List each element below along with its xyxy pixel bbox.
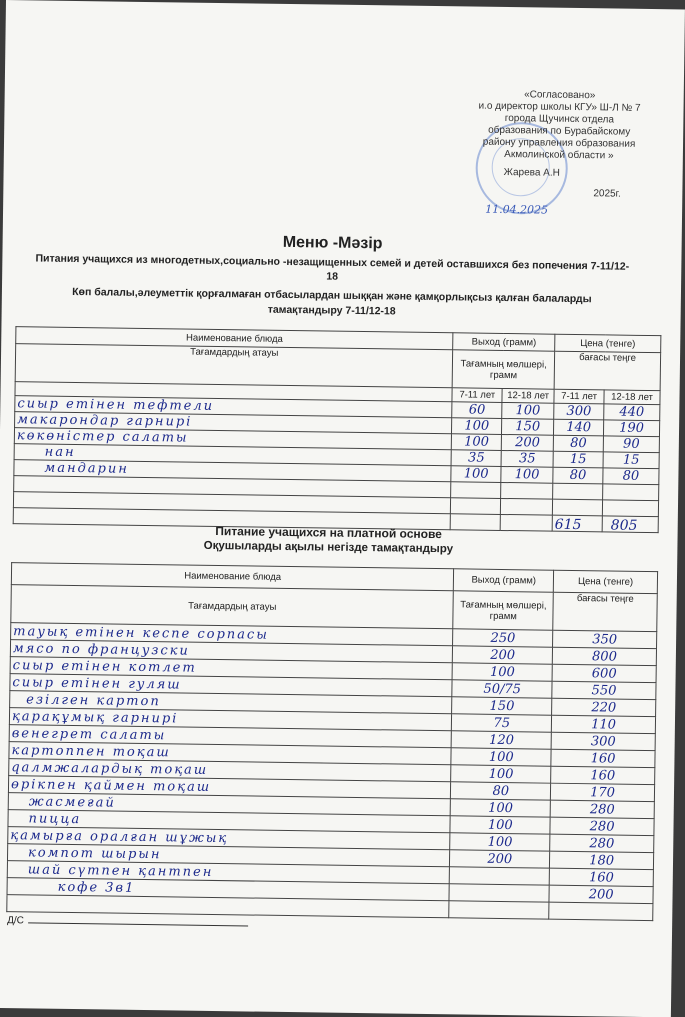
handwritten-date: 11.04.2025 [485, 202, 549, 217]
price: 280 [550, 800, 654, 818]
dish-name: венегрет салаты [9, 725, 452, 748]
price: 350 [553, 630, 657, 648]
age-7-11: 7-11 лет [452, 388, 502, 403]
output-grams: 100 [450, 833, 550, 851]
dish-name: мясо по французски [10, 640, 453, 663]
dish-name: картоппен тоқаш [9, 742, 452, 765]
price: 550 [552, 681, 656, 699]
dish-name: макарондар гарнирі [15, 412, 452, 434]
ds-label: Д/С [7, 915, 25, 927]
subtitle-ru: Питания учащихся из многодетных,социально -незащищенных семей и детей оставшихся без попечения 7-11/12-18 [35, 252, 630, 283]
price: 180 [550, 851, 654, 869]
output-grams: 200 [450, 850, 550, 868]
price: 160 [551, 749, 655, 767]
dish-name: сиыр етінен гуляш [10, 674, 453, 697]
approval-line: образования по Бурабайскому [488, 124, 631, 138]
dish-name: езілген картоп [10, 691, 453, 714]
output-grams: 100 [452, 663, 552, 681]
dish-name: пицца [8, 810, 451, 833]
paid-meals-table [6, 562, 658, 921]
price-12-18: 190 [604, 420, 660, 437]
header-output-ru: Выход (грамм) [454, 569, 554, 592]
approval-year: 2025г. [593, 188, 621, 200]
price-7-11: 15 [553, 451, 603, 468]
dish-name: qалмжалардық тоқаш [9, 759, 452, 782]
dish-name: көкөністер салаты [14, 428, 451, 450]
price: 280 [550, 834, 654, 852]
output-7-11: 100 [452, 434, 502, 451]
dish-name: сиыр етінен тефтели [15, 396, 452, 418]
price: 600 [552, 664, 656, 682]
price: 300 [551, 732, 655, 750]
approval-block [443, 88, 675, 201]
dish-name: компот шырын [7, 844, 450, 867]
price-7-11: 80 [553, 467, 603, 484]
output-grams [449, 884, 549, 902]
output-12-18: 150 [502, 418, 554, 435]
header-output-kz: Тағамның мөлшері, грамм [452, 350, 554, 389]
header-name-kz: Тағамдардың атауы [11, 585, 454, 629]
paid-title-ru: Питание учащихся на платной основе [215, 523, 443, 542]
price-12-18: 15 [603, 452, 659, 469]
price: 170 [551, 783, 655, 801]
output-7-11: 60 [452, 402, 502, 419]
price: 800 [552, 647, 656, 665]
paid-title-kz: Оқушыларды ақылы негізде тамақтандыру [203, 539, 454, 556]
approval-line: города Щучинск отдела [504, 112, 615, 126]
output-grams: 100 [451, 799, 551, 817]
approval-line: и.о директор школы КГУ» Ш-Л № 7 [478, 100, 641, 114]
price [549, 902, 653, 920]
output-grams: 100 [450, 816, 550, 834]
price-12-18: 80 [603, 468, 659, 485]
price: 160 [549, 868, 653, 886]
output-grams: 250 [453, 629, 553, 647]
ds-signature-line [28, 922, 248, 926]
approval-line: Акмолинской области » [504, 148, 614, 162]
age-12-18: 12-18 лет [502, 388, 554, 403]
price: 160 [551, 766, 655, 784]
menu-title: Меню -Мәзір [282, 233, 383, 253]
output-grams: 100 [451, 765, 551, 783]
approval-signature: Жарева А.Н [503, 166, 560, 179]
dish-name: қамырға оралған шұжық [8, 827, 451, 850]
price-7-11: 140 [554, 419, 604, 436]
free-meals-table [13, 326, 662, 533]
dish-name: шай сүтпен қантпен [7, 861, 450, 884]
output-12-18: 200 [501, 434, 553, 451]
header-name-kz: Тағамдардың атауы [15, 344, 453, 388]
dish-name: нан [14, 444, 451, 466]
dish-name: кофе 3в1 [7, 878, 450, 901]
age-12-18: 12-18 лет [604, 390, 660, 405]
output-12-18: 35 [501, 450, 553, 467]
output-grams: 80 [451, 782, 551, 800]
output-grams: 50/75 [452, 680, 552, 698]
output-7-11: 100 [452, 418, 502, 435]
output-7-11: 100 [451, 466, 501, 483]
approval-line: району управления образования [482, 136, 636, 150]
header-name-ru: Наименование блюда [11, 563, 454, 591]
footer-ds [7, 915, 248, 929]
header-price-ru: Цена (тенге) [554, 570, 658, 593]
price: 200 [549, 885, 653, 903]
output-grams: 120 [451, 731, 551, 749]
price: 110 [552, 715, 656, 733]
age-7-11: 7-11 лет [554, 389, 604, 404]
approval-line: «Согласовано» [524, 89, 596, 102]
price-12-18: 90 [603, 436, 659, 453]
price: 280 [550, 817, 654, 835]
output-7-11: 35 [451, 450, 501, 467]
output-grams: 150 [452, 697, 552, 715]
price-7-11: 80 [553, 435, 603, 452]
header-output-kz: Тағамның мөлшері, грамм [453, 591, 553, 630]
price-7-11: 300 [554, 403, 604, 420]
total-7-11: 615 [554, 516, 582, 534]
header-output-ru: Выход (грамм) [453, 333, 555, 351]
header-price-kz: бағасы теңге [553, 592, 657, 631]
header-name-ru: Наименование блюда [16, 327, 453, 350]
output-grams [450, 867, 550, 885]
dish-name: сиыр етінен котлет [10, 657, 453, 680]
output-12-18: 100 [502, 402, 554, 419]
header-price-ru: Цена (тенге) [555, 334, 661, 352]
total-12-18: 805 [610, 517, 638, 534]
output-grams: 100 [451, 748, 551, 766]
subtitle-kz: Көп балалы,әлеуметтік қорғалмаған отбасылардан шыққан және қамқорлықсыз қалған балаларды тамақтандыру 7-11/12-18 [72, 285, 592, 318]
output-grams: 75 [452, 714, 552, 732]
dish-name: жасмеғай [8, 793, 451, 816]
dish-name: мандарин [14, 460, 451, 482]
price: 220 [552, 698, 656, 716]
price-12-18: 440 [604, 404, 660, 421]
output-grams [449, 901, 549, 919]
dish-name: тауық етінен кеспе сорпасы [11, 623, 454, 646]
header-price-kz: бағасы теңге [554, 351, 660, 390]
output-grams: 200 [453, 646, 553, 664]
dish-name: қарақұмық гарнирі [9, 708, 452, 731]
dish-name: өрікпен қаймен тоқаш [8, 776, 451, 799]
output-12-18: 100 [501, 466, 553, 483]
